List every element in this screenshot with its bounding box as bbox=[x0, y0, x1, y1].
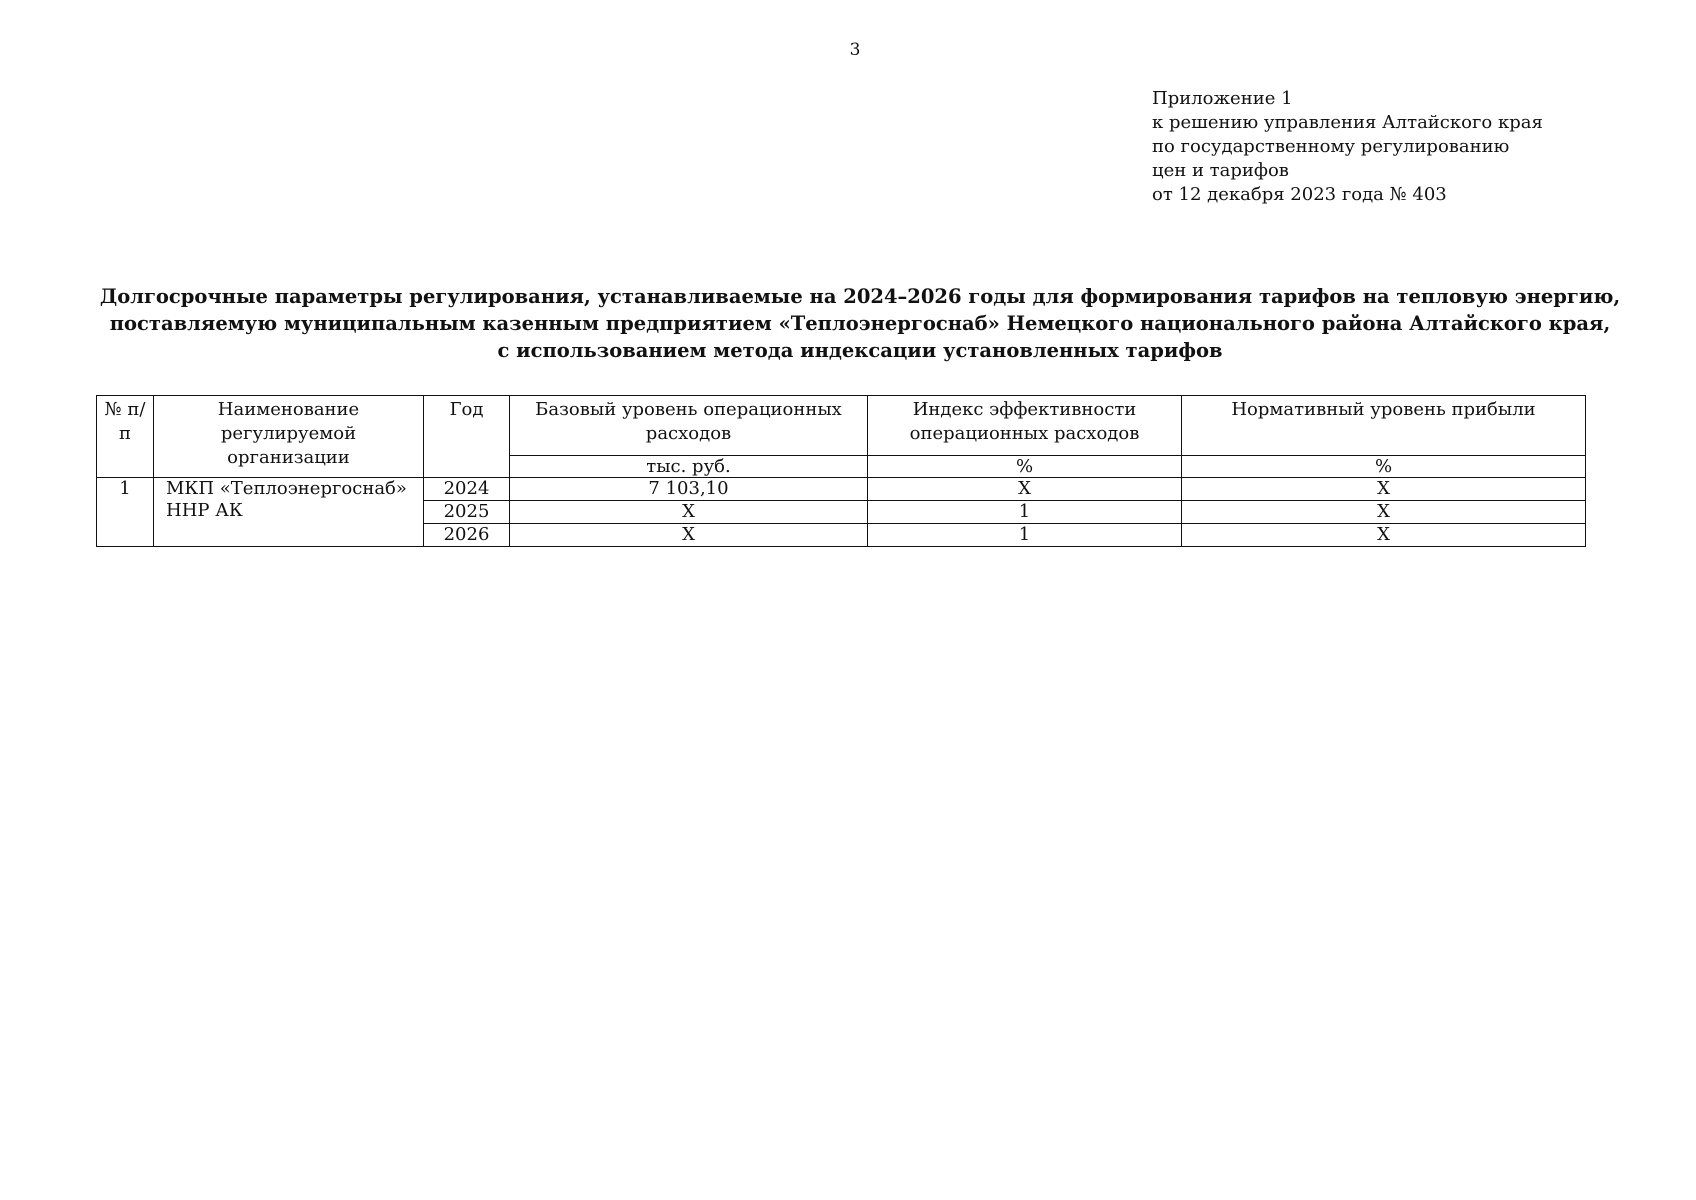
cell-index: 1 bbox=[868, 524, 1182, 547]
unit-base: тыс. руб. bbox=[510, 456, 868, 478]
cell-base: Х bbox=[510, 524, 868, 547]
cell-year: 2024 bbox=[424, 478, 510, 501]
appendix-line: по государственному регулированию bbox=[1152, 136, 1510, 157]
organization-name: МКП «Теплоэнергоснаб» ННР АК bbox=[154, 478, 424, 547]
appendix-line: к решению управления Алтайского края bbox=[1152, 112, 1543, 133]
title-line: поставляемую муниципальным казенным предприятием «Теплоэнергоснаб» Немецкого национального района Алтайского края, bbox=[109, 312, 1611, 335]
cell-index: 1 bbox=[868, 501, 1182, 524]
cell-base: 7 103,10 bbox=[510, 478, 868, 501]
cell-profit: Х bbox=[1182, 501, 1586, 524]
header-year: Год bbox=[424, 396, 510, 478]
header-num: № п/п bbox=[97, 396, 154, 478]
title-line: с использованием метода индексации установленных тарифов bbox=[497, 339, 1223, 362]
cell-year: 2026 bbox=[424, 524, 510, 547]
header-base: Базовый уровень операционных расходов bbox=[510, 396, 868, 456]
cell-profit: Х bbox=[1182, 478, 1586, 501]
unit-index: % bbox=[868, 456, 1182, 478]
title-line: Долгосрочные параметры регулирования, устанавливаемые на 2024–2026 годы для формирования тарифов на тепловую энергию, bbox=[99, 285, 1621, 308]
appendix-line: от 12 декабря 2023 года № 403 bbox=[1152, 184, 1447, 205]
cell-profit: Х bbox=[1182, 524, 1586, 547]
appendix-line: цен и тарифов bbox=[1152, 160, 1289, 181]
cell-base: Х bbox=[510, 501, 868, 524]
appendix-note bbox=[1152, 87, 1543, 207]
appendix-line: Приложение 1 bbox=[1152, 88, 1293, 109]
header-org: Наименование регулируемой организации bbox=[154, 396, 424, 478]
document-title bbox=[40, 283, 1680, 364]
page-number: 3 bbox=[849, 40, 861, 60]
cell-index: Х bbox=[868, 478, 1182, 501]
cell-year: 2025 bbox=[424, 501, 510, 524]
row-number: 1 bbox=[97, 478, 154, 547]
header-index: Индекс эффективности операционных расходов bbox=[868, 396, 1182, 456]
unit-profit: % bbox=[1182, 456, 1586, 478]
parameters-table bbox=[96, 395, 1586, 547]
header-profit: Нормативный уровень прибыли bbox=[1182, 396, 1586, 456]
table-row bbox=[97, 478, 1586, 501]
